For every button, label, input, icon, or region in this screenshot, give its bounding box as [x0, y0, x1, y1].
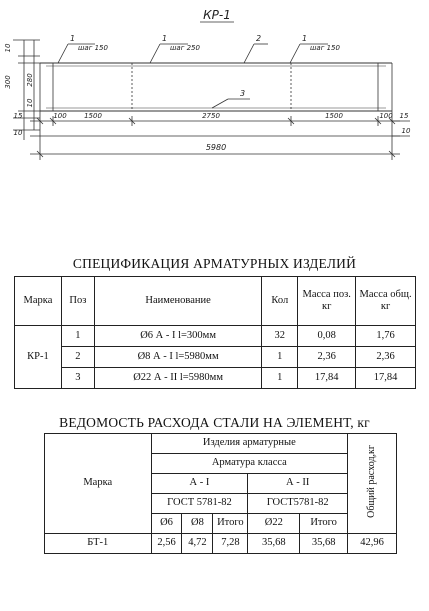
mass-total-cell: 17,84	[356, 368, 416, 389]
gost-a2: ГОСТ5781-82	[248, 494, 348, 514]
value-cell: 35,68	[300, 534, 348, 554]
left-dim: 15	[13, 112, 23, 120]
sub-header: Ø6	[151, 514, 182, 534]
sub-header: Итого	[213, 514, 248, 534]
spec-table	[14, 276, 416, 389]
left-dim: 300	[4, 75, 12, 89]
name-cell: Ø6 А - I l=300мм	[94, 326, 262, 347]
value-cell: 7,28	[213, 534, 248, 554]
left-dim: 280	[26, 73, 34, 87]
callout-label: шаг 150	[78, 44, 108, 52]
total-cell: 42,96	[348, 534, 397, 554]
consumption-table	[44, 433, 397, 554]
sub-header: Ø22	[248, 514, 300, 534]
right-dim: 15	[399, 112, 409, 120]
value-cell: 4,72	[182, 534, 213, 554]
value-cell: 35,68	[248, 534, 300, 554]
class-header: Арматура класса	[151, 454, 348, 474]
mark-cell: БТ-1	[45, 534, 152, 554]
class-a2: А - II	[248, 474, 348, 494]
header-mass-pos: Масса поз. кг	[298, 277, 356, 326]
header-mass-total: Масса общ. кг	[356, 277, 416, 326]
class-a1: А - I	[151, 474, 248, 494]
mass-total-cell: 2,36	[356, 347, 416, 368]
table-row	[15, 368, 416, 389]
qty-cell: 32	[262, 326, 298, 347]
header-mark: Марка	[15, 277, 62, 326]
gost-a1: ГОСТ 5781-82	[151, 494, 248, 514]
spec-header-row	[15, 277, 416, 326]
qty-cell: 1	[262, 368, 298, 389]
callout-number: 2	[256, 34, 262, 43]
callout-number: 3	[240, 89, 246, 98]
pos-cell: 1	[61, 326, 94, 347]
total-header: Общий расход,кг	[348, 434, 397, 534]
mark-cell: КР-1	[15, 326, 62, 389]
header-mark: Марка	[45, 434, 152, 534]
sub-header: Итого	[300, 514, 348, 534]
pos-cell: 2	[61, 347, 94, 368]
spec-title: СПЕЦИФИКАЦИЯ АРМАТУРНЫХ ИЗДЕЛИЙ	[72, 256, 357, 271]
reinforcement-drawing	[0, 0, 429, 205]
left-dim: 10	[26, 98, 34, 108]
callout-label: шаг 250	[170, 44, 200, 52]
header-name: Наименование	[94, 277, 262, 326]
drawing-title: КР-1	[203, 8, 231, 22]
header-qty: Кол	[262, 277, 298, 326]
mass-pos-cell: 0,08	[298, 326, 356, 347]
mass-pos-cell: 2,36	[298, 347, 356, 368]
consumption-title: ВЕДОМОСТЬ РАСХОДА СТАЛИ НА ЭЛЕМЕНТ, кг	[59, 415, 370, 430]
callout-number: 1	[70, 34, 76, 43]
header-pos: Поз	[61, 277, 94, 326]
qty-cell: 1	[262, 347, 298, 368]
callout-number: 1	[302, 34, 308, 43]
callout-number: 1	[162, 34, 168, 43]
bottom-dim: 2750	[202, 112, 220, 120]
table-row	[15, 347, 416, 368]
table-row	[45, 534, 397, 554]
bottom-dim: 100	[53, 112, 67, 120]
mass-total-cell: 1,76	[356, 326, 416, 347]
right-dim: 10	[401, 127, 411, 135]
group-header: Изделия арматурные	[151, 434, 348, 454]
left-dim: 10	[4, 43, 12, 53]
value-cell: 2,56	[151, 534, 182, 554]
total-length-dim: 5980	[205, 143, 227, 152]
pos-cell: 3	[61, 368, 94, 389]
bottom-dim: 100	[379, 112, 393, 120]
left-dim: 10	[13, 129, 23, 137]
table-row	[15, 326, 416, 347]
bottom-dim: 1500	[84, 112, 102, 120]
name-cell: Ø8 А - I l=5980мм	[94, 347, 262, 368]
mass-pos-cell: 17,84	[298, 368, 356, 389]
callout-label: шаг 150	[310, 44, 340, 52]
bottom-dim: 1500	[325, 112, 343, 120]
sub-header: Ø8	[182, 514, 213, 534]
name-cell: Ø22 А - II l=5980мм	[94, 368, 262, 389]
